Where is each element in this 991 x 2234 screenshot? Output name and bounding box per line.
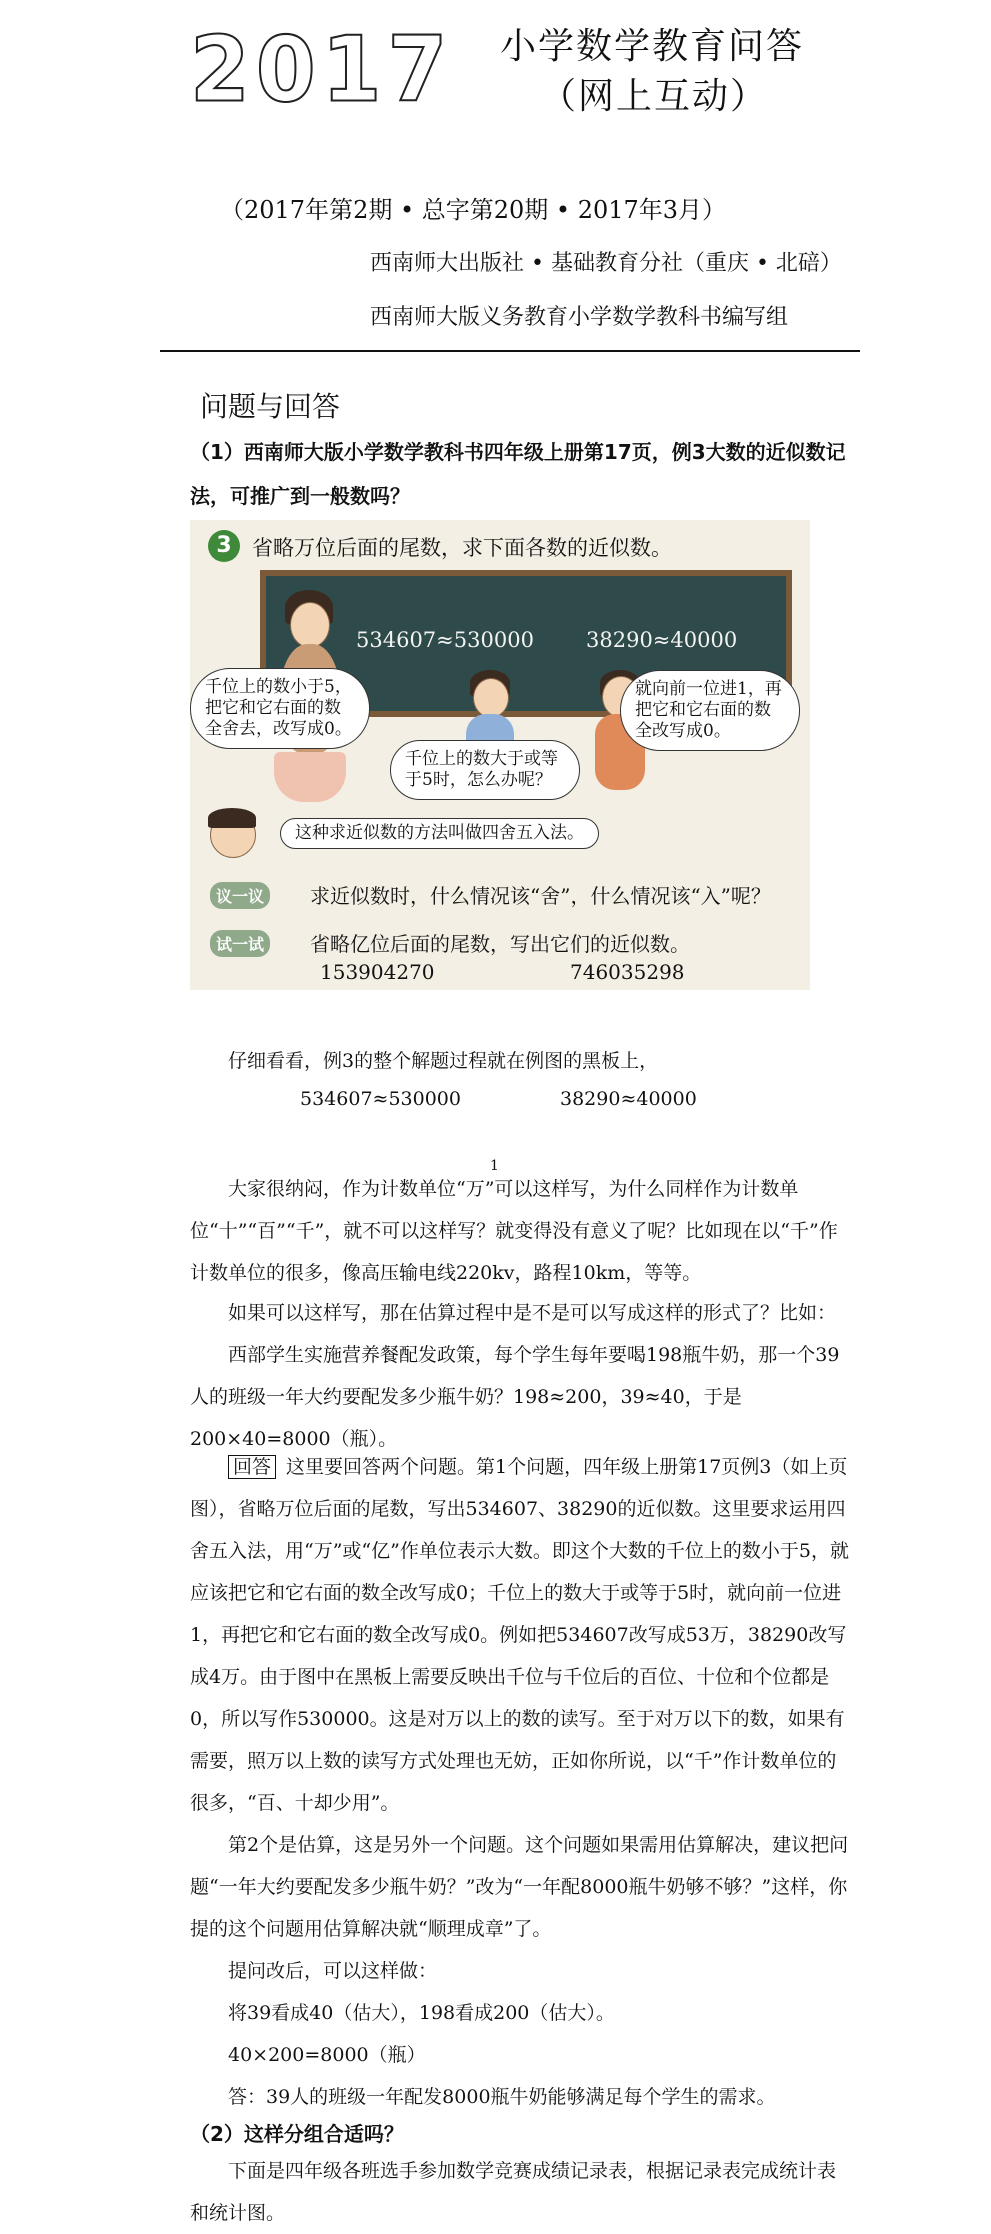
kid-right-speech-bubble: 就向前一位进1，再把它和它右面的数全改写成0。 <box>620 670 800 751</box>
section-title: 问题与回答 <box>200 390 341 423</box>
year-logo <box>190 17 454 123</box>
paragraph-question-2: 下面是四年级各班选手参加数学竞赛成绩记录表，根据记录表完成统计表和统计图。 <box>190 2160 837 2224</box>
equation-1: 534607≈530000 <box>300 1088 461 1110</box>
paragraph-intro: 仔细看看，例3的整个解题过程就在例图的黑板上， <box>228 1050 659 1072</box>
board-equation-2: 38290≈40000 <box>586 628 738 652</box>
try-text: 省略亿位后面的尾数，写出它们的近似数。 <box>310 932 690 956</box>
year-logo-text: 2017 <box>190 17 454 123</box>
textbook-illustration <box>190 520 810 990</box>
editor-group: 西南师大版义务教育小学数学教科书编写组 <box>370 305 789 330</box>
header-divider <box>160 350 860 352</box>
discuss-tag: 议一议 <box>210 882 270 909</box>
paragraph-estimate-intro: 如果可以这样写，那在估算过程中是不是可以写成这样的形式了？比如： <box>228 1302 837 1324</box>
example-instruction: 省略万位后面的尾数，求下面各数的近似数。 <box>252 536 672 560</box>
paragraph-answer <box>190 1446 850 1824</box>
small-kid-speech-bubble: 这种求近似数的方法叫做四舍五入法。 <box>280 818 599 849</box>
example-badge: 3 <box>208 530 240 562</box>
board-equation-1: 534607≈530000 <box>356 628 534 652</box>
try-tag: 试一试 <box>210 930 270 957</box>
teacher-speech-bubble: 千位上的数小于5，把它和它右面的数全舍去，改写成0。 <box>190 668 370 749</box>
try-number-2: 746035298 <box>570 960 685 984</box>
paragraph-estimate: 第2个是估算，这是另外一个问题。这个问题如果需用估算解决，建议把问题“一年大约要配发多少瓶牛奶？”改为“一年配8000瓶牛奶够不够？”这样，你提的这个问题用估算解决就“顺理成章”了。 <box>190 1834 849 1940</box>
paragraph-step-1: 将39看成40（估大），198看成200（估大）。 <box>228 2002 615 2024</box>
equation-2: 38290≈40000 <box>560 1088 697 1110</box>
question-2: （2）这样分组合适吗？ <box>190 2122 404 2146</box>
paragraph-step-2: 40×200=8000（瓶） <box>228 2044 426 2066</box>
issue-info: （2017年第2期 • 总字第20期 • 2017年3月） <box>220 196 727 224</box>
discuss-text: 求近似数时，什么情况该“舍”，什么情况该“入”呢？ <box>310 884 771 908</box>
answer-text: 这里要回答两个问题。第1个问题，四年级上册第17页例3（如上页图），省略万位后面的尾数，写出534607、38290的近似数。这里要求运用四舍五入法，用“万”或“亿”作单位表示大数。即这个大数的千位上的数小于5，就应该把它和它右面的数全改写成0；千位上的数大于或等于5时，就向前一位进1，再把它和它右面的数全改写成0。例如把534607改写成53万，38290改写成4万。由于图中在黑板上需要反映出千位与千位后的百位、十位和个位都是0，所以写作530000。这是对万以上的数的读写。至于对万以下的数，如果有需要，照万以上数的读写方式处理也无妨，正如你所说，以“千”作计数单位的很多，“百、十却少用”。 <box>190 1456 849 1814</box>
paragraph-final-answer: 答：39人的班级一年配发8000瓶牛奶能够满足每个学生的需求。 <box>228 2086 776 2108</box>
page-number: 1 <box>490 1158 499 1174</box>
small-kid-hair <box>208 808 256 828</box>
try-number-1: 153904270 <box>320 960 435 984</box>
paragraph-example: 西部学生实施营养餐配发政策，每个学生每年要喝198瓶牛奶，那一个39人的班级一年大约要配发多少瓶牛奶？198≈200，39≈40，于是200×40=8000（瓶）。 <box>190 1344 840 1450</box>
paragraph-after: 提问改后，可以这样做： <box>228 1960 438 1982</box>
kid-middle-head <box>473 678 509 718</box>
teacher-head <box>290 602 330 648</box>
doc-subtitle: （网上互动） <box>540 76 769 117</box>
teacher-skirt <box>274 752 346 802</box>
question-1: （1）西南师大版小学数学教科书四年级上册第17页，例3大数的近似数记法，可推广到一般数吗？ <box>190 440 846 508</box>
publisher: 西南师大出版社 • 基础教育分社（重庆 • 北碚） <box>370 251 842 276</box>
doc-title: 小学数学教育问答 <box>500 26 805 67</box>
kid-middle-speech-bubble: 千位上的数大于或等于5时，怎么办呢？ <box>390 740 580 800</box>
answer-label: 回答 <box>228 1455 276 1479</box>
paragraph-question: 大家很纳闷，作为计数单位“万”可以这样写，为什么同样作为计数单位“十”“百”“千”，就不可以这样写？就变得没有意义了呢？比如现在以“千”作计数单位的很多，像高压输电线220kv，路程10km，等等。 <box>190 1178 838 1284</box>
